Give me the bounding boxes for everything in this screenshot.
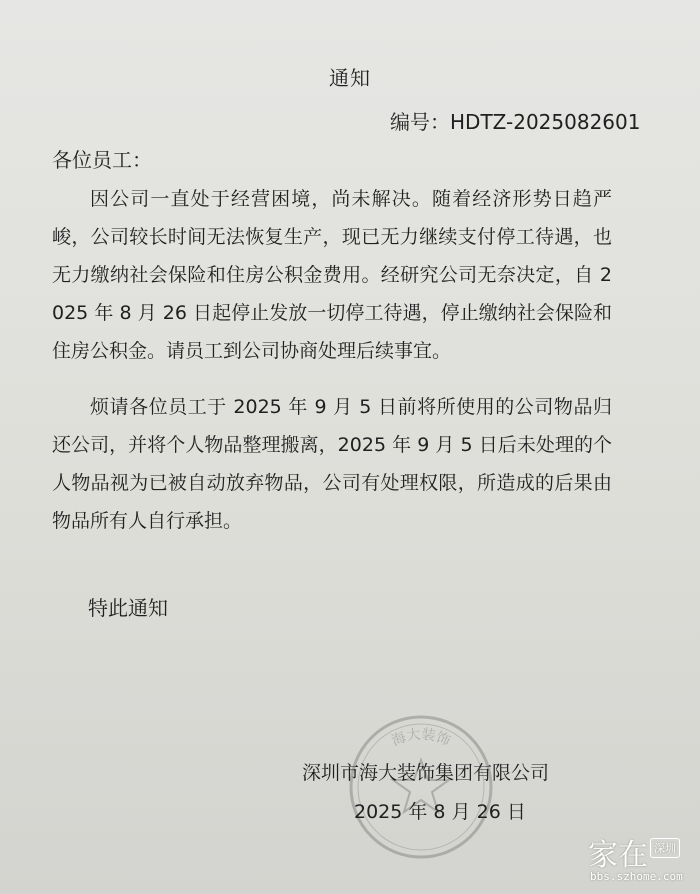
company-seal [346,712,496,862]
seal-text: 海大装饰 [389,726,453,750]
watermark-badge: 深圳 [650,838,680,858]
company-name: 深圳市海大装饰集团有限公司 [302,762,550,784]
body-paragraph-1: 因公司一直处于经营困境，尚未解决。随着经济形势日趋严峻，公司较长时间无法恢复生产，现已无力继续支付停工待遇，也无力缴纳社会保险和住房公积金费用。经研究公司无奈决定，自 2025 年 8 月 26 日起停止发放一切停工待遇，停止缴纳社会保险和住房公积金。请员工到公司协商处理后续事宜。 [52,188,612,362]
watermark-main: 家在 [588,838,648,873]
site-watermark [588,830,688,886]
notice-title: 通知 [329,66,371,90]
salutation: 各位员工： [52,148,152,172]
issue-date: 2025 年 8 月 26 日 [354,801,526,823]
watermark-url: bbs.szhome.com [590,870,683,883]
body-paragraph-2: 烦请各位员工于 2025 年 9 月 5 日前将所使用的公司物品归还公司，并将个人物品整理搬离，2025 年 9 月 5 日后未处理的个人物品视为已被自动放弃物品，公司有处理权限，所造成的后果由物品所有人自行承担。 [52,396,612,532]
document-number: 编号：HDTZ-2025082601 [390,110,641,134]
closing-line: 特此通知 [88,596,168,620]
